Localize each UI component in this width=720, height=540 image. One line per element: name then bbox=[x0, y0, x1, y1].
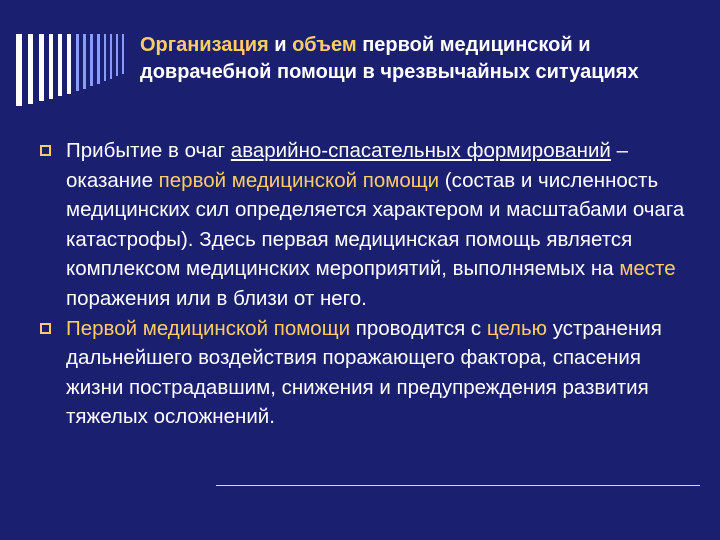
bullet-text bbox=[66, 317, 662, 429]
decorative-bar bbox=[116, 34, 118, 76]
decorative-bar bbox=[28, 34, 33, 104]
decorative-bar bbox=[90, 34, 93, 86]
highlight-text: первой медицинской помощи bbox=[158, 168, 440, 192]
decorative-bar bbox=[39, 34, 44, 101]
highlight-text: целью bbox=[486, 316, 548, 340]
decorative-bars bbox=[16, 34, 136, 114]
decorative-bar bbox=[97, 34, 100, 84]
slide-title bbox=[140, 32, 700, 86]
slide-content bbox=[40, 136, 700, 432]
highlight-text: объем bbox=[292, 34, 357, 56]
text-run: первой медицинской и доврачебной помощи в чрезвычайных ситуациях bbox=[140, 34, 639, 83]
decorative-bar bbox=[76, 34, 79, 91]
decorative-bar bbox=[83, 34, 86, 89]
bullet-item bbox=[40, 136, 700, 314]
highlight-text: месте bbox=[619, 257, 676, 281]
decorative-bar bbox=[122, 34, 124, 74]
highlight-text: Первой медицинской помощи bbox=[66, 316, 351, 340]
decorative-bar bbox=[67, 34, 71, 94]
underlined-text: аварийно-спасательных формирований bbox=[230, 139, 611, 162]
text-run: поражения или в близи от него. bbox=[66, 286, 367, 310]
footer-divider bbox=[216, 485, 700, 486]
text-run: и bbox=[268, 34, 293, 56]
text-run: устранения дальнейшего воздействия поражающего фактора, спасения жизни пострадавшим, снижения и предупреждения развития тяжелых осложнений. bbox=[66, 316, 662, 429]
bullet-square-icon bbox=[40, 323, 51, 334]
text-run: проводится с bbox=[350, 316, 487, 340]
text-run: Прибытие в очаг bbox=[66, 139, 231, 162]
decorative-bar bbox=[104, 34, 106, 81]
decorative-bar bbox=[49, 34, 53, 99]
text-run: (состав и численность медицинских сил определяется характером и масштабами очага катастрофы). Здесь первая медицинская помощь является комплексом медицинских мероприятий, выполняемых на bbox=[66, 168, 685, 281]
bullet-square-icon bbox=[40, 145, 51, 156]
decorative-bar bbox=[58, 34, 62, 96]
decorative-bar bbox=[110, 34, 112, 79]
text-run: – оказание bbox=[66, 139, 628, 192]
decorative-bar bbox=[16, 34, 22, 106]
bullet-text bbox=[66, 139, 684, 310]
highlight-text: Организация bbox=[140, 34, 269, 56]
bullet-item bbox=[40, 314, 700, 432]
